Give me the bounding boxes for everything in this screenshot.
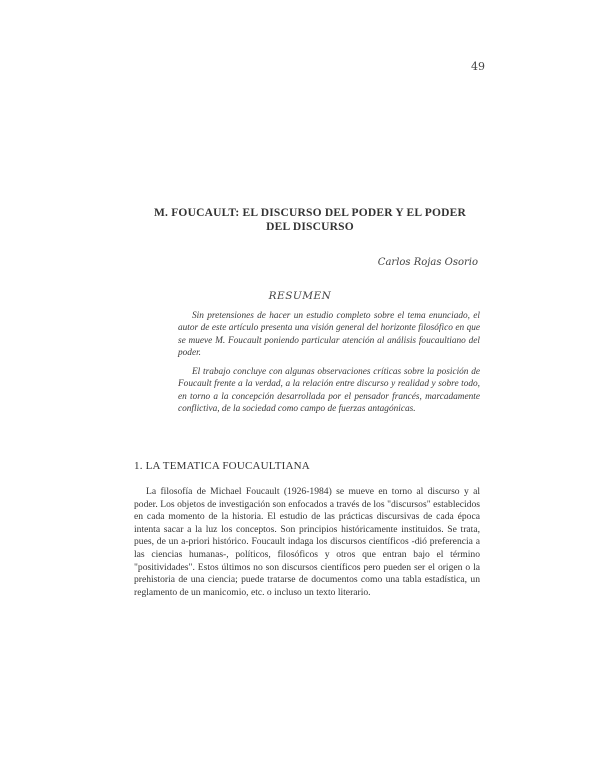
article-author: Carlos Rojas Osorio [377, 257, 478, 268]
page-number: 49 [471, 60, 485, 73]
section-heading: 1. LA TEMATICA FOUCAULTIANA [134, 460, 310, 472]
abstract-paragraph-2: El trabajo concluye con algunas observaciones críticas sobre la posición de Foucault frente a la verdad, a la relación entre discurso y realidad y sobre todo, en torno a la concepción desarrollada por el pensador francés, marcadamente conflictiva, de la sociedad como campo de fuerzas antagónicas. [178, 367, 480, 414]
abstract-paragraph-1: Sin pretensiones de hacer un estudio completo sobre el tema enunciado, el autor de este artículo presenta una visión general del horizonte filosófico en que se mueve M. Foucault poniendo particular atención al análisis foucaultiano del poder. [178, 311, 480, 358]
body-paragraph: La filosofía de Michael Foucault (1926-1984) se mueve en torno al discurso y al poder. Los objetos de investigación son enfocados a través de los "discursos" establecidos en cada momento de la historia. El estudio de las prácticas discursivas de cada época intenta sacar a la luz los conceptos. Son principios históricamente instituidos. Se trata, pues, de un a-priori histórico. Foucault indaga los discursos científicos -dió preferencia a las ciencias humanas-, políticos, filosóficos y otros que entran bajo el término "positividades". Estos últimos no son discursos científicos pero pueden ser el origen o la prehistoria de una ciencia; puede tratarse de documentos como una tabla estadística, un reglamento de un manicomio, etc. o incluso un texto literario. [134, 486, 480, 598]
article-title: M. FOUCAULT: EL DISCURSO DEL PODER Y EL PODER DEL DISCURSO [154, 207, 466, 233]
abstract-heading: RESUMEN [268, 290, 332, 302]
